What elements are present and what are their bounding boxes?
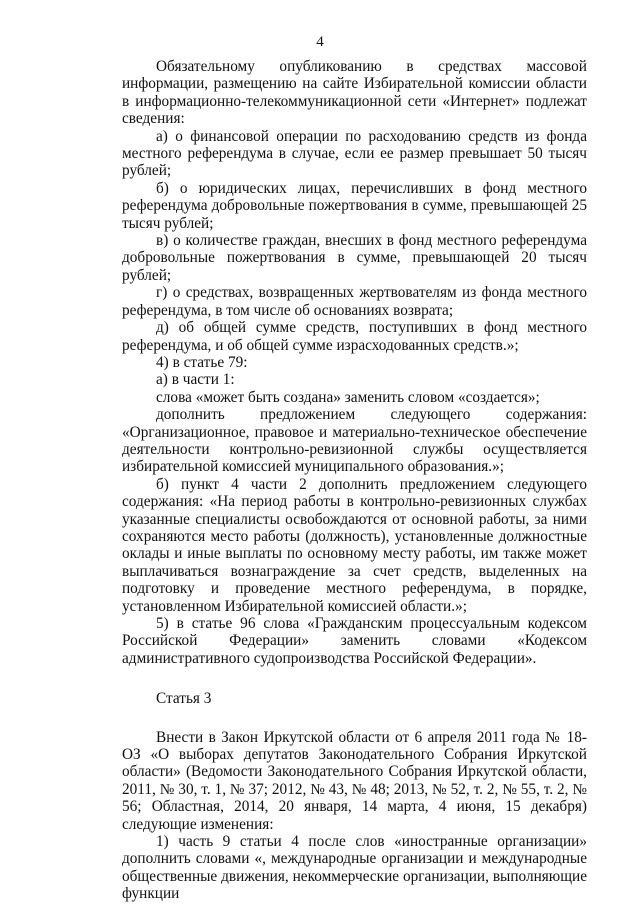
paragraph: 4) в статье 79: — [156, 353, 248, 371]
paragraph: дополнить предложением следующего содержания: «Организационное, правовое и материально-техническое обеспечение деятельности контрольно-ревизионной службы осуществляется избирательной комиссией муниципального образования.»; — [122, 406, 587, 476]
page-number: 4 — [316, 34, 324, 50]
paragraph: б) пункт 4 части 2 дополнить предложением следующего содержания: «На период работы в контрольно-ревизионных службах указанные специалисты освобождаются от основной работы, за ними сохраняются место работы (должность), установленные должностные оклады и иные выплаты по основному месту работы, им также может выплачиваться вознаграждение за счет средств, выделенных на подготовку и проведение местного референдума, в порядке, установленном Избирательной комиссией области.»; — [122, 475, 587, 615]
document-body — [122, 58, 587, 903]
article-heading: Статья 3 — [156, 690, 212, 708]
paragraph: д) об общей сумме средств, поступивших в фонд местного референдума, и об общей сумме израсходованных средств.»; — [122, 319, 587, 354]
paragraph: Внести в Закон Иркутской области от 6 апреля 2011 года № 18-ОЗ «О выборах депутатов Законодательного Собрания Иркутской области» (Ведомости Законодательного Собрания Иркутской области, 2011, № 30, т. 1, № 37; 2012, № 43, № 48; 2013, № 52, т. 2, № 55, т. 2, № 56; Областная, 2014, 20 января, 14 марта, 4 июня, 15 декабря) следующие изменения: — [122, 728, 587, 833]
paragraph: г) о средствах, возвращенных жертвователям из фонда местного референдума, в том числе об основаниях возврата; — [122, 284, 587, 319]
paragraph: слова «может быть создана» заменить словом «создается»; — [156, 388, 540, 406]
paragraph: в) о количестве граждан, внесших в фонд местного референдума добровольные пожертвования в сумме, превышающей 20 тысяч рублей; — [122, 232, 587, 284]
paragraph: а) в части 1: — [156, 371, 235, 389]
paragraph: 5) в статье 96 слова «Гражданским процессуальным кодексом Российской Федерации» заменить словами «Кодексом административного судопроизводства Российской Федерации». — [122, 615, 587, 667]
paragraph: б) о юридических лицах, перечисливших в фонд местного референдума добровольные пожертвования в сумме, превышающей 25 тысяч рублей; — [122, 179, 587, 232]
paragraph: а) о финансовой операции по расходованию средств из фонда местного референдума в случае, если ее размер превышает 50 тысяч рублей; — [122, 127, 587, 180]
paragraph: 1) часть 9 статьи 4 после слов «иностранные организации» дополнить словами «, международные организации и международные общественные движения, некоммерческие организации, выполняющие функции — [122, 833, 587, 903]
paragraph: Обязательному опубликованию в средствах массовой информации, размещению на сайте Избирательной комиссии области в информационно-телекоммуникационной сети «Интернет» подлежат сведения: — [122, 58, 587, 128]
